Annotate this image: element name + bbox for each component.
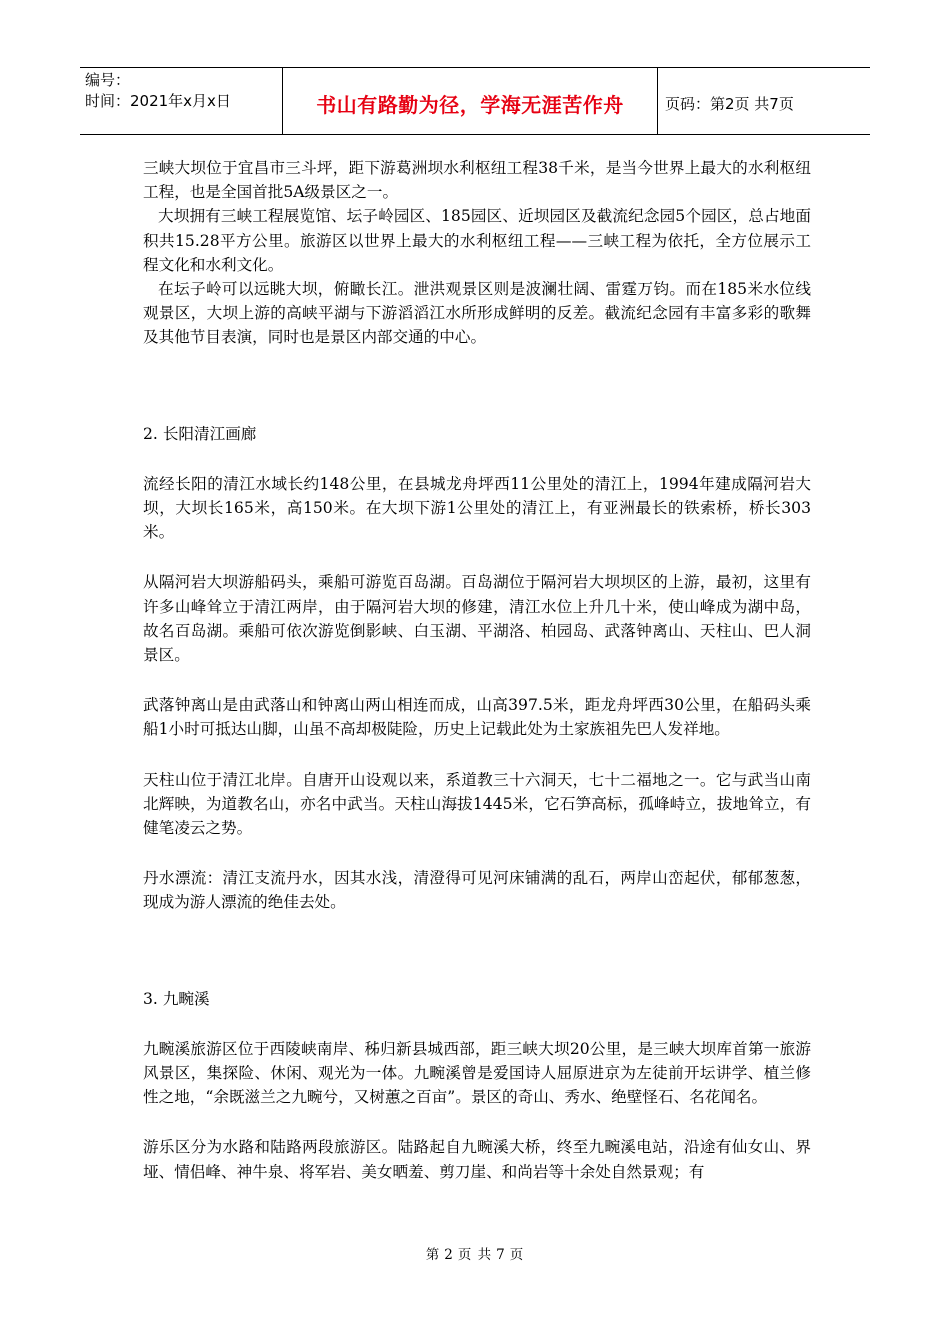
- paragraph: 流经长阳的清江水域长约148公里，在县城龙舟坪西11公里处的清江上，1994年建成隔河岩大坝，大坝长165米，高150米。在大坝下游1公里处的清江上，有亚洲最长的铁索桥，桥长303米。: [143, 474, 811, 542]
- paragraph: 武落钟离山是由武落山和钟离山两山相连而成，山高397.5米，距龙舟坪西30公里，在船码头乘船1小时可抵达山脚，山虽不高却极陡险，历史上记载此处为土家族祖先巴人发祥地。: [143, 696, 811, 739]
- paragraph: 天柱山位于清江北岸。自唐开山设观以来，系道教三十六洞天，七十二福地之一。它与武当山南北辉映，为道教名山，亦名中武当。天柱山海拔1445米，它石笋高标，孤峰峙立，拔地耸立，有健笔凌云之势。: [143, 770, 811, 838]
- section-heading: 3. 九畹溪: [143, 989, 210, 1008]
- header-page-info: 页码：第2页 共7页: [665, 94, 794, 113]
- footer-prefix: 第: [425, 1247, 441, 1263]
- header-motto: 书山有路勤为径，学海无涯苦作舟: [283, 68, 658, 134]
- footer-suffix: 页: [509, 1247, 525, 1263]
- paragraph: 九畹溪旅游区位于西陵峡南岸、秭归新县城西部，距三峡大坝20公里，是三峡大坝库首第一旅游风景区，集探险、休闲、观光为一体。九畹溪曾是爱国诗人屈原进京为左徒前开坛讲学、植兰修性之地，“余既滋兰之九畹兮，又树蕙之百亩”。景区的奇山、秀水、绝壁怪石、名花闻名。: [143, 1039, 811, 1107]
- page-footer: [0, 1243, 950, 1263]
- paragraph: 从隔河岩大坝游船码头，乘船可游览百岛湖。百岛湖位于隔河岩大坝坝区的上游，最初，这里有许多山峰耸立于清江两岸，由于隔河岩大坝的修建，清江水位上升几十米，使山峰成为湖中岛，故名百岛湖。乘船可依次游览倒影峡、白玉湖、平湖洛、柏园岛、武落钟离山、天柱山、巴人洞景区。: [143, 573, 811, 665]
- footer-total-pages: 7: [496, 1247, 506, 1263]
- footer-page-number: 2: [444, 1247, 454, 1263]
- paragraph: 游乐区分为水路和陆路两段旅游区。陆路起自九畹溪大桥，终至九畹溪电站，沿途有仙女山、界垭、情侣峰、神牛泉、将军岩、美女晒羞、剪刀崖、和尚岩等十余处自然景观；有: [143, 1138, 811, 1181]
- page-header: [80, 67, 870, 135]
- document-body: [143, 156, 811, 1184]
- footer-mid: 页 共: [457, 1247, 493, 1263]
- paragraph: 丹水漂流：清江支流丹水，因其水浅，清澄得可见河床铺满的乱石，两岸山峦起伏，郁郁葱葱，现成为游人漂流的绝佳去处。: [143, 869, 811, 912]
- paragraph: 三峡大坝位于宜昌市三斗坪，距下游葛洲坝水利枢纽工程38千米，是当今世界上最大的水利枢纽工程，也是全国首批5A级景区之一。: [143, 159, 811, 202]
- section-heading: 2. 长阳清江画廊: [143, 424, 257, 443]
- document-number-label: 编号：: [85, 71, 131, 89]
- header-meta: [80, 68, 283, 134]
- paragraph: 大坝拥有三峡工程展览馆、坛子岭园区、185园区、近坝园区及截流纪念园5个园区，总占地面积共15.28平方公里。旅游区以世界上最大的水利枢纽工程——三峡工程为依托，全方位展示工程文化和水利文化。: [143, 207, 811, 274]
- paragraph: 在坛子岭可以远眺大坝，俯瞰长江。泄洪观景区则是波澜壮阔、雷霆万钧。而在185米水位线观景区，大坝上游的高峡平湖与下游滔滔江水所形成鲜明的反差。截流纪念园有丰富多彩的歌舞及其他节目表演，同时也是景区内部交通的中心。: [143, 280, 811, 347]
- document-time-label: 时间：2021年x月x日: [85, 92, 231, 110]
